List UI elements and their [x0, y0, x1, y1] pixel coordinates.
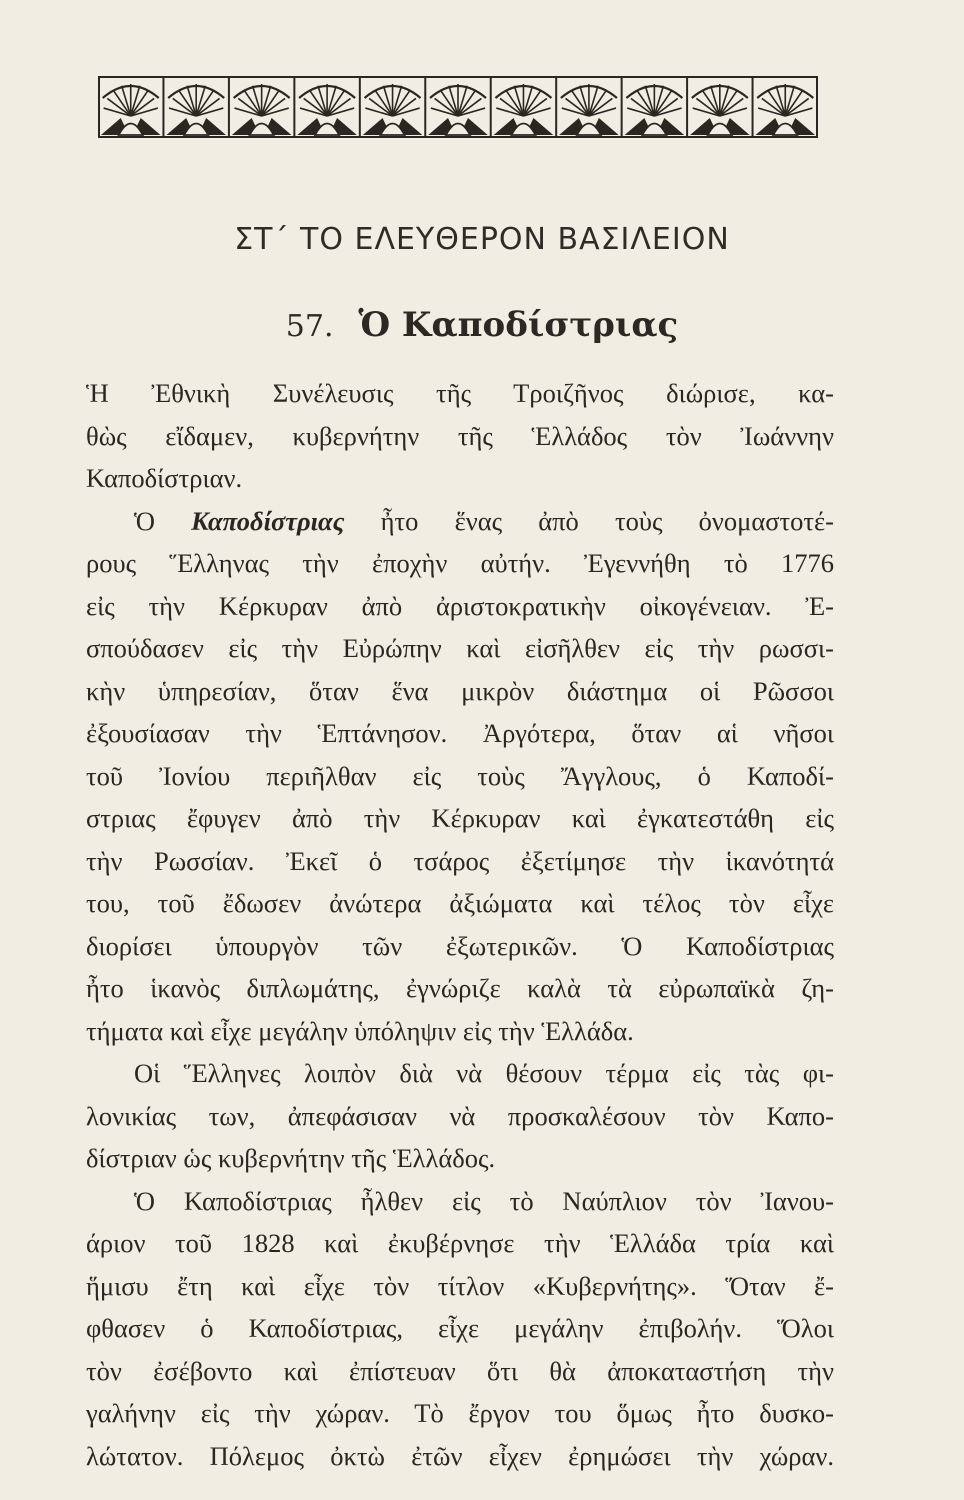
ornament-motif — [294, 76, 356, 138]
text-line: ἦτο ἱκανὸς διπλωμάτης, ἐγνώριζε καλὰ τὰ εὐρωπαϊκὰ ζη- — [86, 973, 834, 1003]
text-line: του, τοῦ ἔδωσεν ἀνώτερα ἀξιώματα καὶ τέλος τὸν εἶχε — [86, 888, 834, 918]
ornament-motif — [556, 76, 618, 138]
body-text — [86, 372, 834, 1477]
ornament-motif — [98, 76, 160, 138]
ornament-motif — [491, 76, 553, 138]
ornament-motif — [360, 76, 422, 138]
text-line: διορίσει ὑπουργὸν τῶν ἐξωτερικῶν. Ὁ Καποδίστριας — [86, 930, 834, 961]
text-line: τὸν ἐσέβοντο καὶ ἐπίστευαν ὅτι θὰ ἀποκαταστήση τὴν — [86, 1355, 834, 1386]
text-line: σπούδασεν εἰς τὴν Εὐρώπην καὶ εἰσῆλθεν εἰς τὴν ρωσσι- — [86, 633, 834, 663]
text-line: Ὁ Καποδίστριας ἦλθεν εἰς τὸ Ναύπλιον τὸν Ἰανου- — [134, 1185, 834, 1216]
ornament-motif — [753, 76, 815, 138]
text-line: ἥμισυ ἔτη καὶ εἶχε τὸν τίτλον «Κυβερνήτης». Ὅταν ἔ- — [86, 1270, 834, 1301]
ornament-motif — [163, 76, 225, 138]
text-line: στριας ἔφυγεν ἀπὸ τὴν Κέρκυραν καὶ ἐγκατεστάθη εἰς — [86, 803, 834, 833]
ornament-motif — [687, 76, 749, 138]
chapter-heading: ΣΤ΄ ΤΟ ΕΛΕΥΘΕΡΟΝ ΒΑΣΙΛΕΙΟΝ — [234, 222, 730, 257]
text-line: ἐξουσίασαν τὴν Ἑπτάνησον. Ἀργότερα, ὅταν αἱ νῆσοι — [86, 718, 834, 748]
text-line: λονικίας των, ἀπεφάσισαν νὰ προσκαλέσουν τὸν Καπο- — [86, 1100, 834, 1131]
emphasized-name: Καποδίστριας — [191, 505, 345, 536]
text-line: τοῦ Ἰονίου περιῆλθαν εἰς τοὺς Ἄγγλους, ὁ Καποδί- — [86, 760, 834, 791]
text-line: γαλήνην εἰς τὴν χώραν. Τὸ ἔργον του ὅμως ἦτο δυσκο- — [86, 1398, 834, 1428]
text-line: εἰς τὴν Κέρκυραν ἀπὸ ἀριστοκρατικὴν οἰκογένειαν. Ἐ- — [86, 590, 834, 621]
text-line: άριον τοῦ 1828 καὶ ἐκυβέρνησε τὴν Ἑλλάδα τρία καὶ — [86, 1228, 834, 1258]
text-line: τήματα καὶ εἶχε μεγάλην ὑπόληψιν εἰς τὴν Ἑλλάδα. — [86, 1015, 634, 1046]
text-line: δίστριαν ὡς κυβερνήτην τῆς Ἑλλάδος. — [86, 1143, 496, 1173]
text-line: Ἡ Ἐθνικὴ Συνέλευσις τῆς Τροιζῆνος διώρισε, κα- — [86, 378, 834, 408]
ornament-motif — [425, 76, 487, 138]
text-line: λώτατον. Πόλεμος ὀκτὼ ἐτῶν εἶχεν ἐρημώσει τὴν χώραν. — [86, 1440, 834, 1471]
ornament-motif — [229, 76, 291, 138]
text-line: ρους Ἕλληνας τὴν ἐποχὴν αὐτήν. Ἐγεννήθη τὸ 1776 — [86, 548, 834, 578]
text-line: Ὁ Καποδίστριας ἦτο ἕνας ἀπὸ τοὺς ὀνομαστοτέ- — [134, 505, 834, 536]
text-line: θὼς εἴδαμεν, κυβερνήτην τῆς Ἑλλάδος τὸν Ἰωάννην — [86, 420, 834, 451]
section-title: Ὁ Καποδίστριας — [358, 305, 679, 345]
text-line: φθασεν ὁ Καποδίστριας, εἶχε μεγάλην ἐπιβολήν. Ὅλοι — [86, 1313, 834, 1343]
text-line: Καποδίστριαν. — [86, 463, 243, 493]
text-line: Οἱ Ἕλληνες λοιπὸν διὰ νὰ θέσουν τέρμα εἰς τὰς φι- — [134, 1058, 834, 1088]
section-heading — [0, 305, 964, 345]
section-number: 57. — [285, 309, 334, 344]
decorative-header-band — [98, 76, 818, 138]
text-line: κὴν ὑπηρεσίαν, ὅταν ἕνα μικρὸν διάστημα οἱ Ρῶσσοι — [86, 675, 834, 706]
text-line: τὴν Ρωσσίαν. Ἐκεῖ ὁ τσάρος ἐξετίμησε τὴν ἱκανότητά — [86, 845, 834, 876]
ornament-motif — [622, 76, 684, 138]
